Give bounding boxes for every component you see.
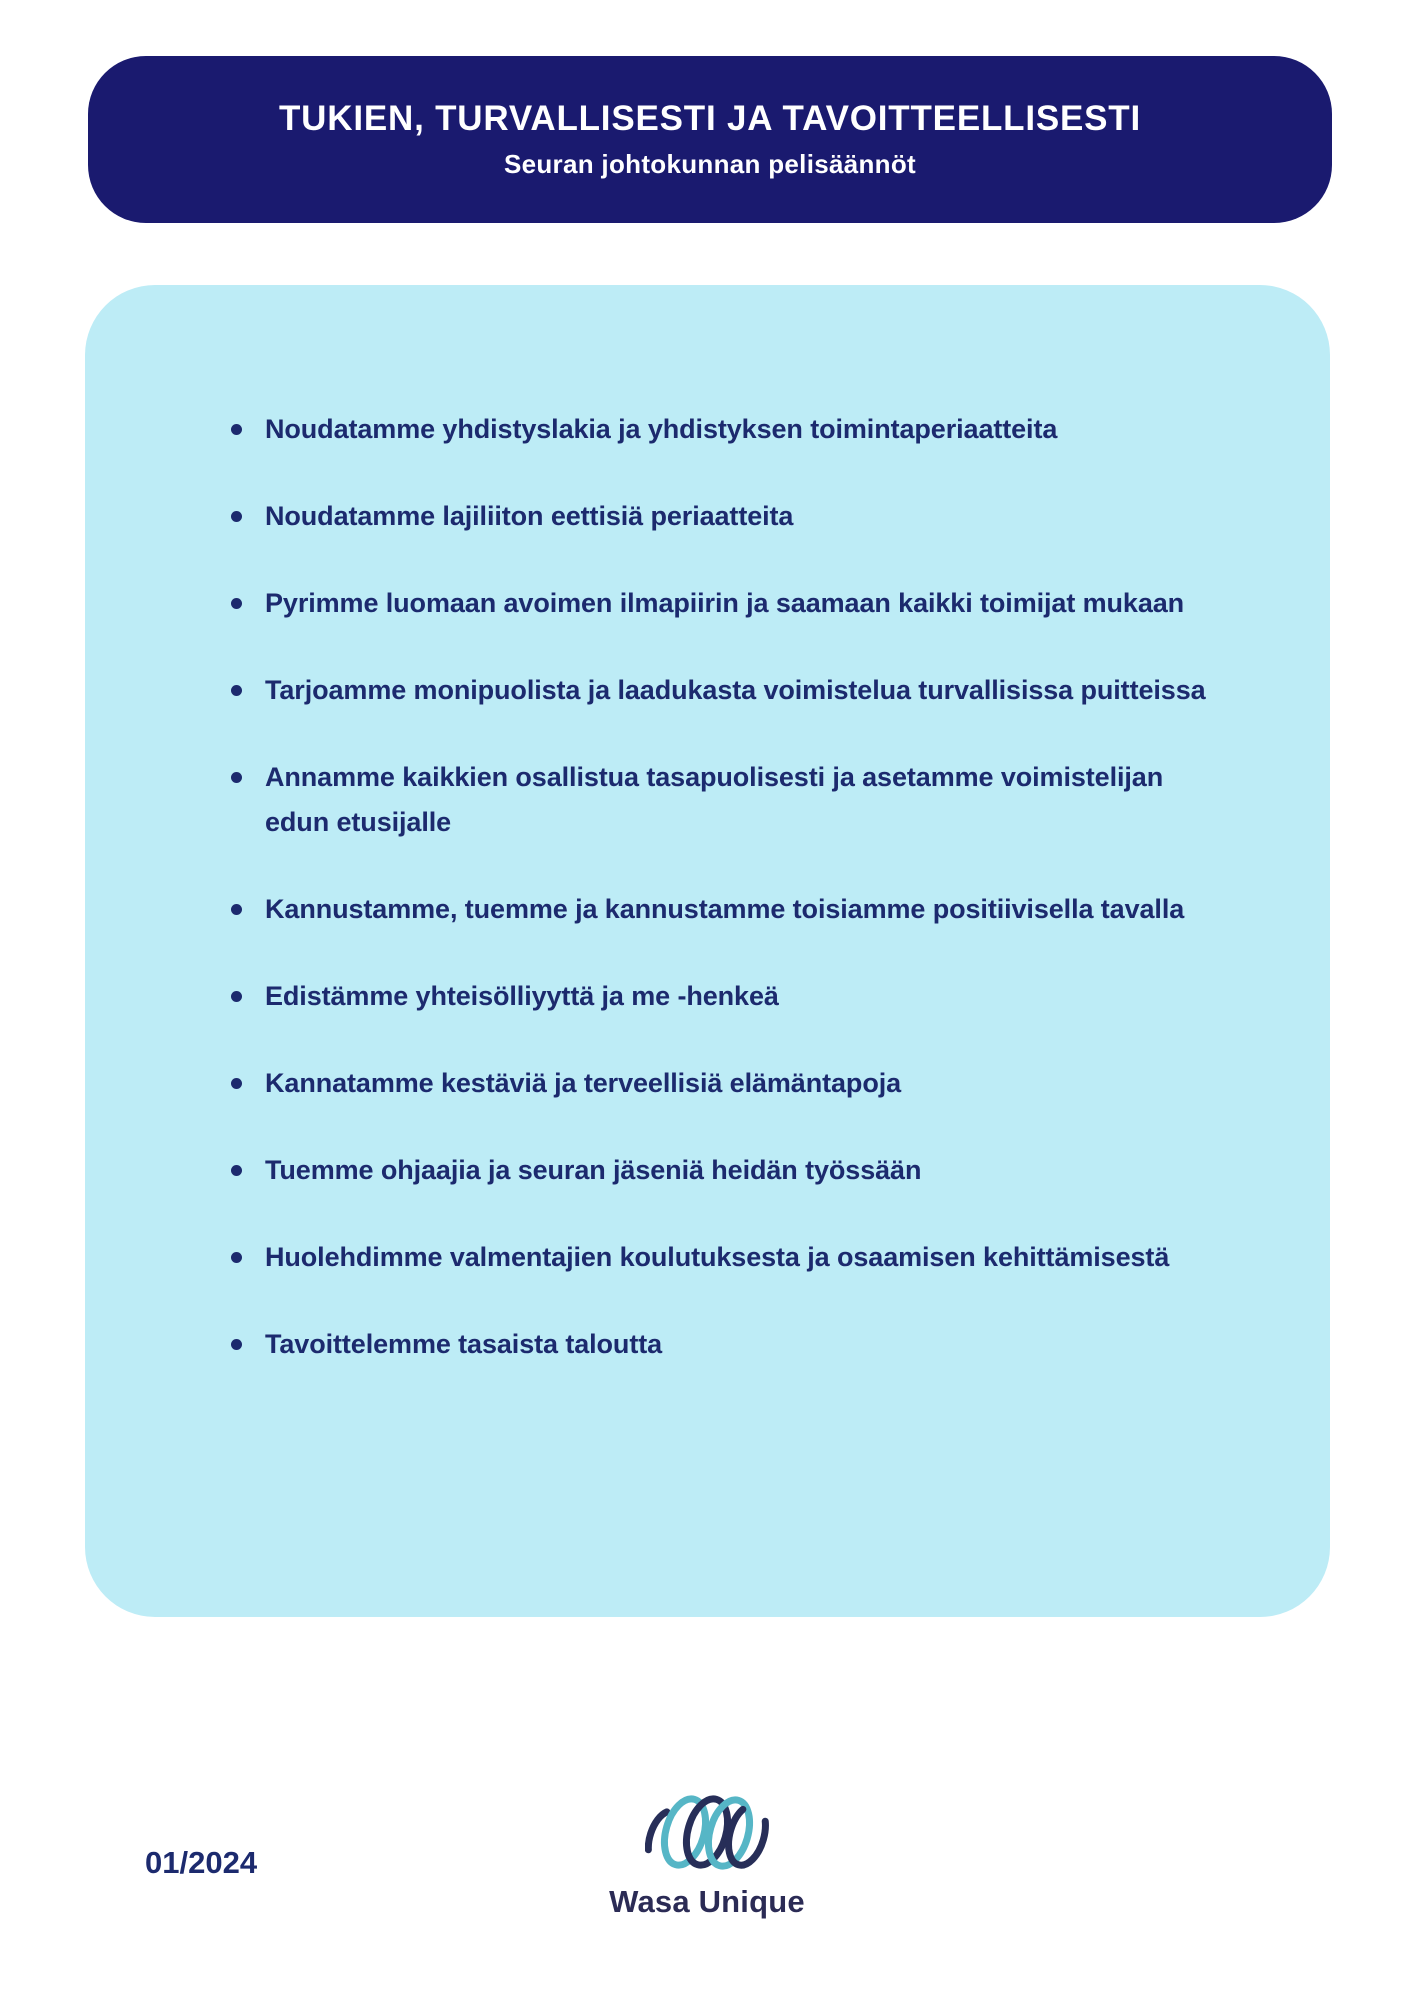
header-banner — [88, 56, 1332, 223]
rule-item: Annamme kaikkien osallistua tasapuolisesti ja asetamme voimistelijan edun etusijalle — [215, 755, 1215, 845]
rule-item: Edistämme yhteisölliyyttä ja me -henkeä — [215, 974, 1215, 1019]
rule-item: Tarjoamme monipuolista ja laadukasta voimistelua turvallisissa puitteissa — [215, 668, 1215, 713]
rule-item: Noudatamme yhdistyslakia ja yhdistyksen toimintaperiaatteita — [215, 407, 1215, 452]
brand-name: Wasa Unique — [609, 1884, 805, 1919]
rules-list — [215, 407, 1215, 1367]
rules-card — [85, 285, 1330, 1617]
page-title: TUKIEN, TURVALLISESTI JA TAVOITTEELLISESTI — [279, 99, 1141, 138]
rule-item: Huolehdimme valmentajien koulutuksesta ja osaamisen kehittämisestä — [215, 1235, 1215, 1280]
rule-item: Kannatamme kestäviä ja terveellisiä elämäntapoja — [215, 1061, 1215, 1106]
spiral-logo-icon — [645, 1788, 769, 1880]
page-subtitle: Seuran johtokunnan pelisäännöt — [503, 149, 917, 179]
rule-item: Pyrimme luomaan avoimen ilmapiirin ja saamaan kaikki toimijat mukaan — [215, 581, 1215, 626]
club-logo — [547, 1788, 867, 1920]
version-date: 01/2024 — [145, 1845, 258, 1880]
rule-item: Tuemme ohjaajia ja seuran jäseniä heidän työssään — [215, 1148, 1215, 1193]
rule-item: Tavoittelemme tasaista taloutta — [215, 1322, 1215, 1367]
rule-item: Kannustamme, tuemme ja kannustamme toisiamme positiivisella tavalla — [215, 887, 1215, 932]
rule-item: Noudatamme lajiliiton eettisiä periaatteita — [215, 494, 1215, 539]
